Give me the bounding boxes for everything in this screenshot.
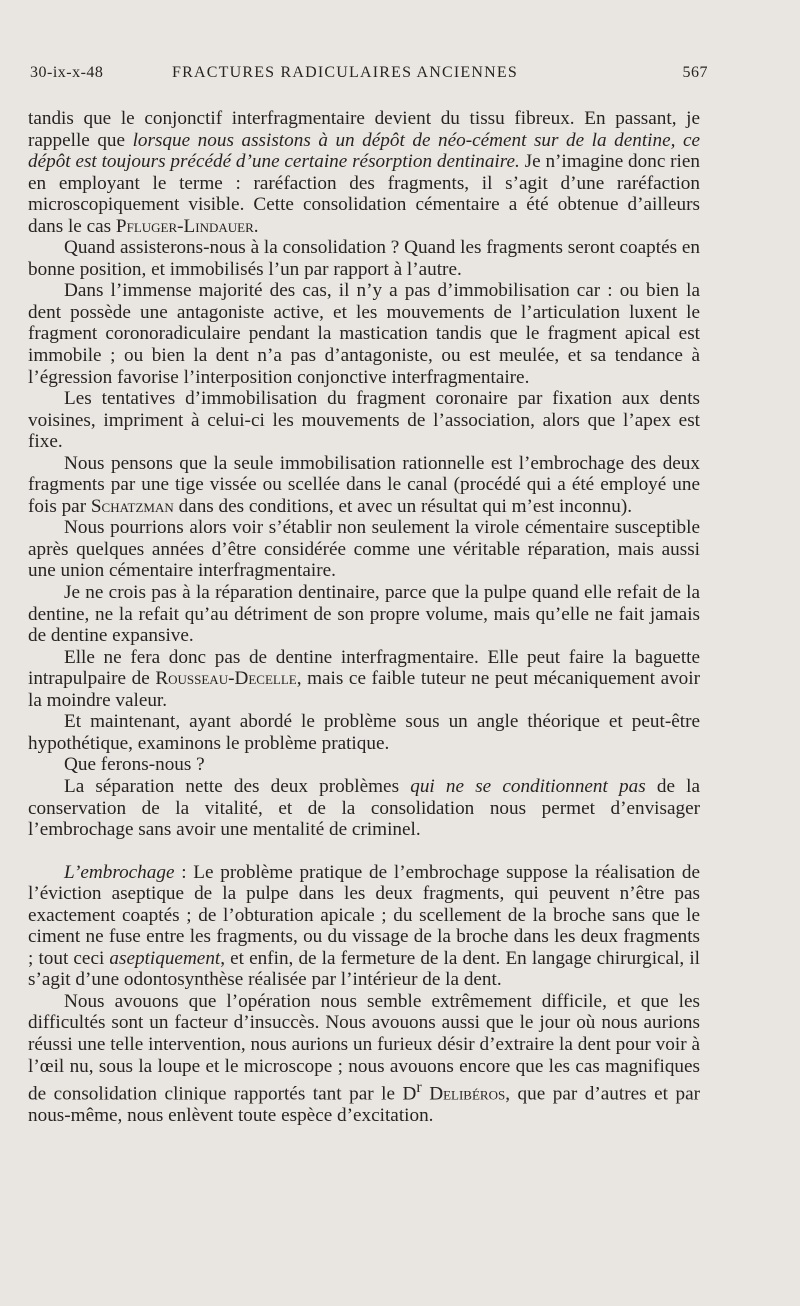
author-name: Pfluger-Lindauer [115,215,254,237]
header-title: FRACTURES RADICULAIRES ANCIENNES [172,64,518,81]
paragraph-4: Les tentatives d’immobilisation du fragment coronaire par fixation aux dents voisines, impriment à celui-ci les mouvements de l’association, alors que l’apex est fixe. [28,388,700,453]
section-lead: L’embrochage [64,861,175,883]
paragraph-3: Dans l’immense majorité des cas, il n’y a pas d’immobilisation car : ou bien la dent possède une antagoniste active, et les mouvements de l’articulation luxent le fragment coronoradiculaire pendant la mastication tandis que le fragment apical est immobile ; ou bien la dent n’a pas d’antagoniste, ou est meulée, et sa tendance à l’égression favorise l’interposition conjonctive interfragmentaire. [28,280,700,388]
paragraph-5: Nous pensons que la seule immobilisation rationnelle est l’embrochage des deux fragments par une tige vissée ou scellée dans le canal (procédé qui a été employé une fois par Schatzman dans des conditions, et avec un résultat qui m’est inconnu). [28,452,700,517]
emphasis: lorsque nous assistons à un dépôt de néo-cément sur de la dentine, ce dépôt est toujours précédé d’une certaine résorption dentinaire. [28,129,700,173]
paragraph-7: Je ne crois pas à la réparation dentinaire, parce que la pulpe quand elle refait de la dentine, ne la refait qu’au détriment de son propre volume, mais qu’elle ne fait jamais de dentine expansive. [28,582,700,647]
author-name: Delibéros [429,1083,506,1105]
running-header [30,64,708,88]
superscript: r [416,1079,422,1097]
paragraph-13: Nous avouons que l’opération nous semble extrêmement difficile, et que les difficultés sont un facteur d’insuccès. Nous avouons aussi que le jour où nous aurions réussi une telle intervention, nous aurions un furieux désir d’extraire la dent pour voir à l’œil nu, sous la loupe et le microscope ; nous avouons encore que les cas magnifiques de consolidation clinique rapportés tant par le $D^r$ Delibéros, que par d’autres et par nous-même, nous enlèvent toute espèce d’excitation. [28,990,700,1126]
author-name: Rousseau-Decelle [155,668,297,690]
header-date: 30-ix-x-48 [30,64,104,81]
paragraph-1: tandis que le conjonctif interfragmentaire devient du tissu fibreux. En passant, je rappelle que lorsque nous assistons à un dépôt de néo-cément sur de la dentine, ce dépôt est toujours précédé d’une certaine résorption dentinaire. Je n’imagine donc rien en employant le terme : raréfaction des fragments, il s’agit d’une raréfaction microscopiquement visible. Cette consolidation cémentaire a été obtenue d’ailleurs dans le cas Pfluger-Lindauer. [28,108,701,237]
body-text [28,108,700,1127]
emphasis: qui ne se conditionnent pas [410,775,646,797]
paragraph-12: L’embrochage : Le problème pratique de l’embrochage suppose la réalisation de l’éviction aseptique de la pulpe dans les deux fragments, qui peuvent n’être pas exactement coaptés ; de l’obturation apicale ; du scellement de la broche sans que le ciment ne fuse entre les fragments, ou du vissage de la broche dans les deux fragments ; tout ceci aseptiquement, et enfin, de la fermeture de la dent. En langage chirurgical, il s’agit d’une odontosynthèse réalisée par l’intérieur de la dent. [28,861,700,991]
paragraph-11: La séparation nette des deux problèmes qui ne se conditionnent pas de la conservation de la vitalité, et de la consolidation nous permet d’envisager l’embrochage sans avoir une mentalité de criminel. [28,775,700,841]
paragraph-10: Que ferons-nous ? [64,754,205,776]
page-number: 567 [682,64,708,81]
paragraph-8: Elle ne fera donc pas de dentine interfragmentaire. Elle peut faire la baguette intrapulpaire de Rousseau-Decelle, mais ce faible tuteur ne peut mécaniquement avoir la moindre valeur. [28,646,700,711]
emphasis: aseptiquement [109,947,221,969]
paragraph-2: Quand assisterons-nous à la consolidation ? Quand les fragments seront coaptés en bonne position, et immobilisés l’un par rapport à l’autre. [28,237,700,280]
author-name: Schatzman [90,495,174,517]
paragraph-6: Nous pourrions alors voir s’établir non seulement la virole cémentaire susceptible après quelques années d’être considérée comme une véritable réparation, mais aussi une union cémentaire interfragmentaire. [28,517,700,582]
paragraph-9: Et maintenant, ayant abordé le problème sous un angle théorique et peut-être hypothétique, examinons le problème pratique. [28,711,700,754]
